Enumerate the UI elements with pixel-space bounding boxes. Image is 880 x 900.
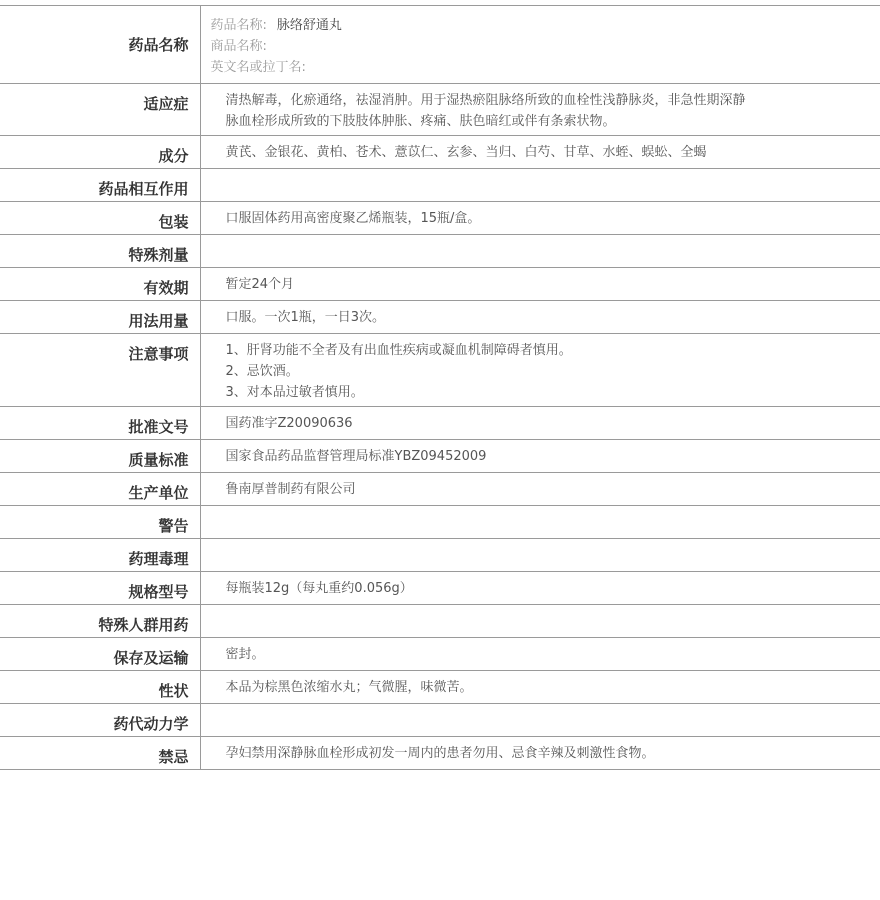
spec-label: 药理毒理: [0, 539, 200, 572]
drug-spec-table-body: [0, 6, 880, 770]
spec-label: 注意事项: [0, 334, 200, 407]
spec-value: [200, 202, 880, 235]
spec-row: [0, 440, 880, 473]
spec-value: [200, 539, 880, 572]
spec-value: [200, 638, 880, 671]
spec-value-line: 脉血栓形成所致的下肢肢体肿胀、疼痛、肤色暗红或伴有条索状物。: [225, 114, 616, 129]
spec-value-line: 本品为棕黑色浓缩水丸；气微腥，味微苦。: [225, 680, 473, 695]
spec-value-line: 口服。一次1瓶，一日3次。: [225, 310, 386, 325]
spec-label: 药代动力学: [0, 704, 200, 737]
spec-value-line: 1、肝肾功能不全者及有出血性疾病或凝血机制障碍者慎用。: [225, 343, 572, 358]
spec-value: [200, 136, 880, 169]
spec-row-drug-name: [0, 6, 880, 84]
spec-value-line: 暂定24个月: [225, 277, 295, 292]
english-name-line: [211, 57, 869, 78]
spec-value-line: 国家食品药品监督管理局标准YBZ09452009: [225, 449, 487, 464]
spec-value-line: 清热解毒，化瘀通络，祛湿消肿。用于湿热瘀阻脉络所致的血栓性浅静脉炎，非急性期深静: [225, 93, 746, 108]
spec-row: [0, 235, 880, 268]
spec-label: 药品相互作用: [0, 169, 200, 202]
spec-value: [200, 6, 880, 84]
spec-value-line: 国药准字Z20090636: [225, 416, 353, 431]
spec-row: [0, 605, 880, 638]
spec-row: [0, 539, 880, 572]
spec-row: [0, 506, 880, 539]
spec-row: [0, 268, 880, 301]
spec-value-line: 密封。: [225, 647, 265, 662]
spec-value-line: 黄芪、金银花、黄柏、苍术、薏苡仁、玄参、当归、白芍、甘草、水蛭、蜈蚣、全蝎: [225, 145, 707, 160]
spec-label: 禁忌: [0, 737, 200, 770]
spec-row: [0, 169, 880, 202]
spec-row: [0, 704, 880, 737]
spec-value: [200, 334, 880, 407]
spec-label: 性状: [0, 671, 200, 704]
spec-value: [200, 301, 880, 334]
spec-value: [200, 605, 880, 638]
spec-row: [0, 334, 880, 407]
english-name-key: 英文名或拉丁名:: [210, 60, 306, 75]
spec-row: [0, 84, 880, 136]
spec-row: [0, 301, 880, 334]
trade-name-key: 商品名称:: [210, 39, 267, 54]
spec-value: [200, 407, 880, 440]
spec-row: [0, 572, 880, 605]
spec-value: [200, 572, 880, 605]
spec-value-line: 2、忌饮酒。: [225, 364, 299, 379]
spec-label: 成分: [0, 136, 200, 169]
spec-label: 用法用量: [0, 301, 200, 334]
spec-value: [200, 440, 880, 473]
spec-row: [0, 202, 880, 235]
spec-label: 药品名称: [0, 6, 200, 84]
spec-row: [0, 473, 880, 506]
spec-value-line: 3、对本品过敏者慎用。: [225, 385, 364, 400]
spec-value-line: 鲁南厚普制药有限公司: [225, 482, 356, 497]
trade-name-line: [211, 36, 869, 57]
spec-value-line: 口服固体药用高密度聚乙烯瓶装，15瓶/盒。: [225, 211, 481, 226]
spec-label: 保存及运输: [0, 638, 200, 671]
spec-value: [200, 506, 880, 539]
spec-label: 特殊剂量: [0, 235, 200, 268]
spec-row: [0, 737, 880, 770]
spec-value: [200, 84, 880, 136]
spec-label: 规格型号: [0, 572, 200, 605]
spec-value: [200, 473, 880, 506]
spec-row: [0, 671, 880, 704]
generic-name-value: 脉络舒通丸: [276, 18, 342, 33]
spec-value: [200, 268, 880, 301]
spec-label: 警告: [0, 506, 200, 539]
spec-row: [0, 136, 880, 169]
drug-spec-table: [0, 5, 880, 770]
spec-label: 批准文号: [0, 407, 200, 440]
spec-label: 包装: [0, 202, 200, 235]
spec-row: [0, 638, 880, 671]
spec-label: 适应症: [0, 84, 200, 136]
spec-value: [200, 704, 880, 737]
spec-label: 生产单位: [0, 473, 200, 506]
spec-value: [200, 169, 880, 202]
spec-row: [0, 407, 880, 440]
spec-value-line: 孕妇禁用深静脉血栓形成初发一周内的患者勿用、忌食辛辣及刺激性食物。: [225, 746, 655, 761]
spec-label: 特殊人群用药: [0, 605, 200, 638]
generic-name-line: [211, 15, 869, 36]
spec-value: [200, 671, 880, 704]
spec-label: 质量标准: [0, 440, 200, 473]
spec-value: [200, 737, 880, 770]
generic-name-key: 药品名称:: [210, 18, 267, 33]
spec-value: [200, 235, 880, 268]
spec-label: 有效期: [0, 268, 200, 301]
spec-value-line: 每瓶装12g（每丸重约0.056g）: [225, 581, 413, 596]
